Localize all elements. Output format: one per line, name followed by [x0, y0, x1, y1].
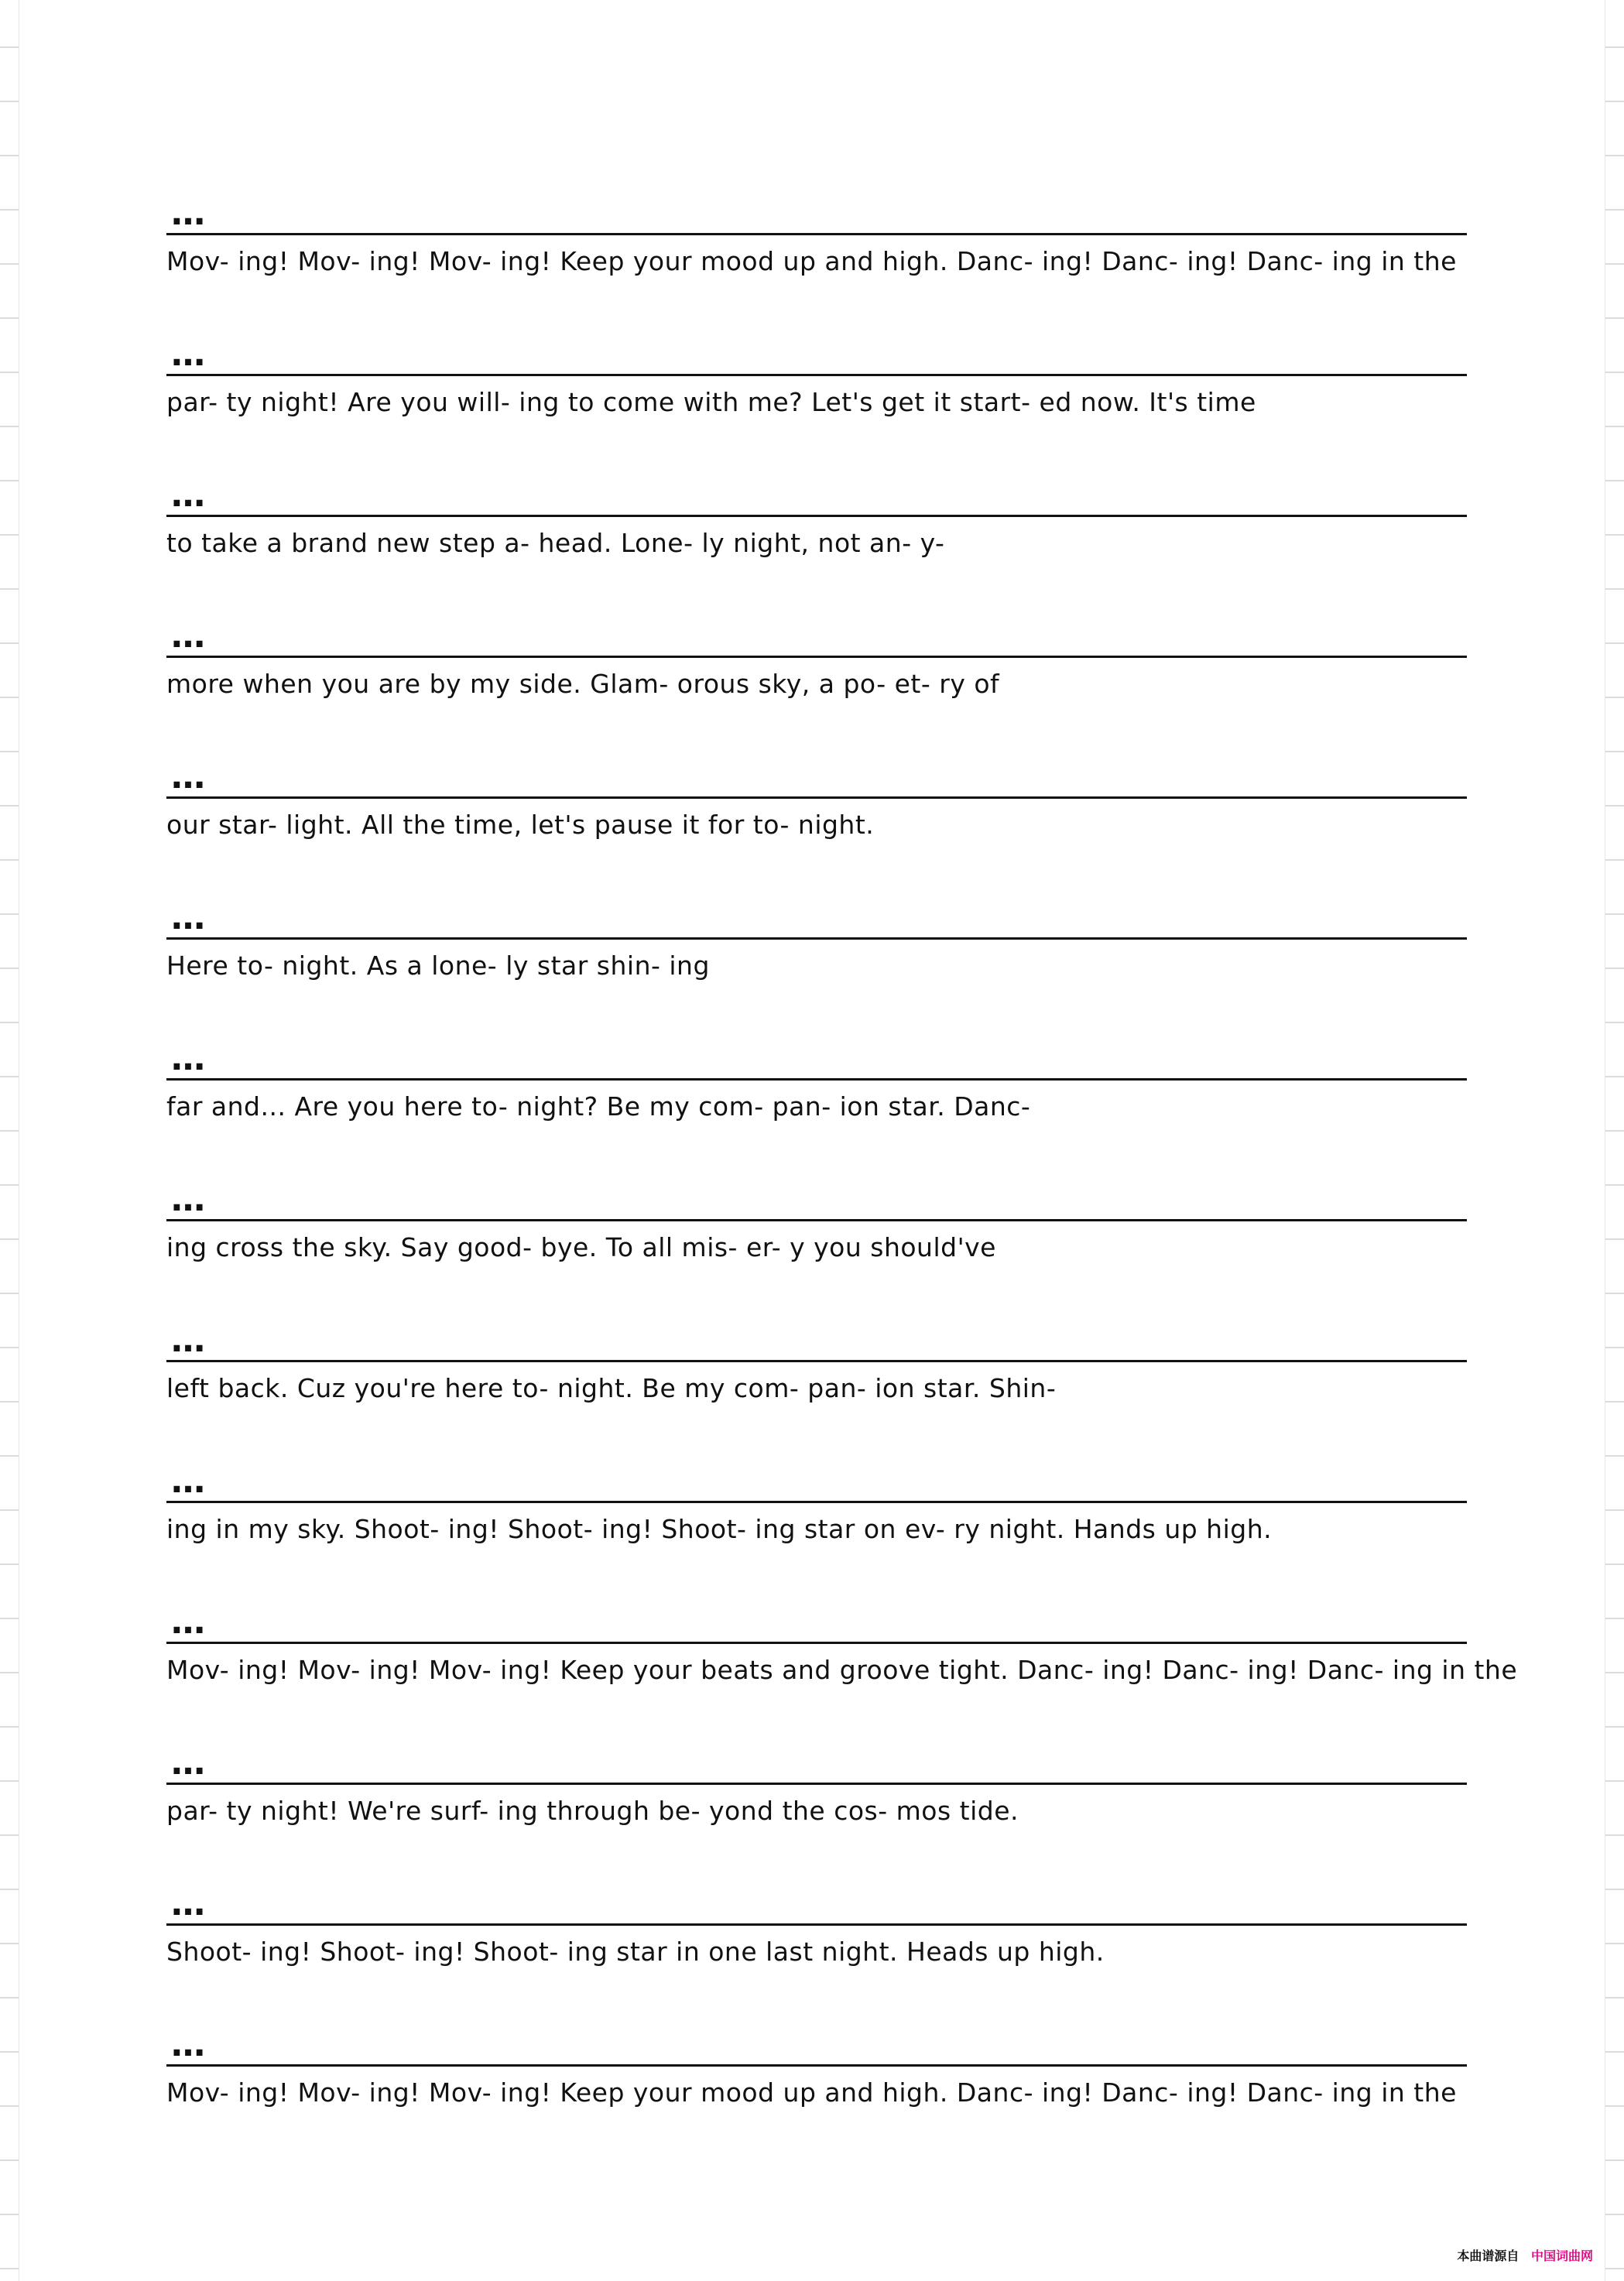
notation-line: …	[166, 1990, 1467, 2067]
lyrics-line: far and... Are you here to- night? Be my com- pan- ion star. Danc-	[166, 1091, 1031, 1122]
notation-line: …	[166, 722, 1467, 799]
score-sheet	[166, 159, 1518, 2131]
lyrics-line: Mov- ing! Mov- ing! Mov- ing! Keep your mood up and high. Danc- ing! Danc- ing! Danc- ing in the	[166, 2077, 1457, 2108]
lyrics-line: more when you are by my side. Glam- orous sky, a po- et- ry of	[166, 669, 1000, 699]
system-1	[166, 159, 1467, 300]
system-9	[166, 1286, 1467, 1426]
brand-link[interactable]: 中国词曲网	[1530, 2248, 1593, 2263]
notation-line: …	[166, 440, 1467, 517]
lyrics-line: our star- light. All the time, let's pause it for to- night.	[166, 810, 875, 840]
lyrics-line: Here to- night. As a lone- ly star shin- ing	[166, 950, 710, 981]
left-watermark-strip	[0, 0, 19, 2281]
right-watermark-strip	[1605, 0, 1624, 2281]
notation-line: …	[166, 1849, 1467, 1926]
system-4	[166, 581, 1467, 722]
notation-line: …	[166, 1567, 1467, 1644]
system-3	[166, 440, 1467, 581]
notation-line: …	[166, 300, 1467, 376]
system-2	[166, 300, 1467, 440]
notation-line: …	[166, 581, 1467, 658]
system-7	[166, 1004, 1467, 1145]
lyrics-line: par- ty night! We're surf- ing through be- yond the cos- mos tide.	[166, 1796, 1019, 1826]
system-12	[166, 1708, 1467, 1849]
lyrics-line: Mov- ing! Mov- ing! Mov- ing! Keep your mood up and high. Danc- ing! Danc- ing! Danc- ing in the	[166, 246, 1457, 276]
lyrics-line: ing in my sky. Shoot- ing! Shoot- ing! Shoot- ing star on ev- ry night. Hands up high.	[166, 1514, 1273, 1544]
source-label: 本曲谱源自	[1457, 2248, 1520, 2263]
notation-line: …	[166, 159, 1467, 235]
lyrics-line: to take a brand new step a- head. Lone- ly night, not an- y-	[166, 528, 945, 558]
system-6	[166, 863, 1467, 1004]
notation-line: …	[166, 1708, 1467, 1785]
notation-line: …	[166, 863, 1467, 940]
lyrics-line: Mov- ing! Mov- ing! Mov- ing! Keep your beats and groove tight. Danc- ing! Danc- ing! Danc- ing in the	[166, 1655, 1518, 1685]
system-14	[166, 1990, 1467, 2131]
lyrics-line: Shoot- ing! Shoot- ing! Shoot- ing star in one last night. Heads up high.	[166, 1937, 1105, 1967]
system-5	[166, 722, 1467, 863]
system-13	[166, 1849, 1467, 1990]
source-footer	[1457, 2246, 1593, 2264]
system-8	[166, 1145, 1467, 1286]
lyrics-line: left back. Cuz you're here to- night. Be my com- pan- ion star. Shin-	[166, 1373, 1057, 1403]
notation-line: …	[166, 1286, 1467, 1362]
notation-line: …	[166, 1426, 1467, 1503]
system-11	[166, 1567, 1518, 1708]
notation-line: …	[166, 1145, 1467, 1221]
lyrics-line: ing cross the sky. Say good- bye. To all mis- er- y you should've	[166, 1232, 996, 1262]
lyrics-line: par- ty night! Are you will- ing to come with me? Let's get it start- ed now. It's time	[166, 387, 1256, 417]
system-10	[166, 1426, 1467, 1567]
notation-line: …	[166, 1004, 1467, 1081]
